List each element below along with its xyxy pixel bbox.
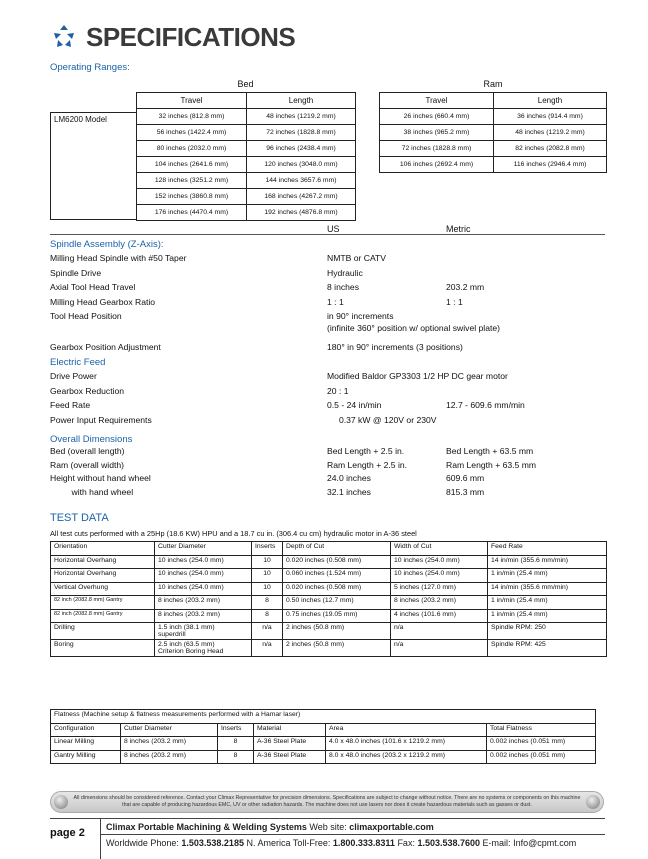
flatness-header-cell: Total Flatness [487,723,596,737]
spec-us-value: 20 : 1 [327,385,349,396]
spec-label: Height without hand wheel [50,473,151,483]
test-cell: 10 inches (254.0 mm) [391,555,488,569]
test-cell: 2 inches (50.8 mm) [283,623,391,640]
test-table-body [51,555,607,657]
ram-travel-cell: 38 inches (965.2 mm) [380,125,494,141]
flatness-header-cell: Cutter Diameter [121,723,218,737]
flatness-cell: 8 [218,750,254,764]
spec-metric-value: 815.3 mm [446,486,485,497]
ram-travel-cell: 26 inches (660.4 mm) [380,109,494,125]
bed-travel-cell: 104 inches (2641.6 mm) [137,157,247,173]
page-number: page 2 [50,827,85,839]
footer-company [106,822,434,832]
metric-column-header: Metric [446,224,471,234]
test-cell: 14 in/min (355.6 mm/min) [488,555,607,569]
web-label: Web site: [309,822,347,832]
worldwide-label: Worldwide Phone: [106,838,179,848]
bed-travel-cell: 32 inches (812.8 mm) [137,109,247,125]
test-header-cell: Inserts [252,542,283,556]
bed-travel-header: Travel [137,93,247,109]
test-cell: Boring [51,640,155,657]
flatness-table [50,709,596,764]
test-cell: Horizontal Overhang [51,555,155,569]
spec-metric-value: 203.2 mm [446,282,485,292]
test-row [51,609,607,623]
flatness-cell: 8 [218,737,254,751]
ram-row [380,157,607,173]
bed-length-cell: 192 inches (4876.8 mm) [247,205,356,221]
flatness-cell: 8.0 x 48.0 inches (203.2 x 1219.2 mm) [326,750,487,764]
test-cell: 1 in/min (25.4 mm) [488,596,607,610]
spec-label: Drive Power [50,371,97,381]
test-cell: 10 inches (254.0 mm) [391,569,488,583]
test-cell: Horizontal Overhang [51,569,155,583]
spec-label: Spindle Drive [50,267,102,278]
test-cell: n/a [252,623,283,640]
test-cell: 1 in/min (25.4 mm) [488,569,607,583]
bed-travel-cell: 128 inches (3251.2 mm) [137,173,247,189]
test-header-cell: Cutter Diameter [155,542,252,556]
overall-spec-row [50,473,605,486]
spec-label: Milling Head Gearbox Ratio [50,296,156,307]
disclaimer-notice [50,791,604,813]
flatness-cell: 0.002 inches (0.051 mm) [487,737,596,751]
test-cell: 0.060 inches (1.524 mm) [283,569,391,583]
spindle-spec-row [50,323,605,336]
test-cell: 5 inches (127.0 mm) [391,582,488,596]
test-row [51,596,607,610]
flatness-header-cell: Inserts [218,723,254,737]
bed-travel-cell: 176 inches (4470.4 mm) [137,205,247,221]
flatness-cell: Linear Milling [51,737,121,751]
bed-row [137,189,356,205]
spec-label: Bed (overall length) [50,446,125,456]
test-header-cell: Orientation [51,542,155,556]
bullet-icon [586,795,600,809]
spec-label: Milling Head Spindle with #50 Taper [50,253,187,263]
test-cell: 8 [252,609,283,623]
test-row [51,569,607,583]
spec-metric-value: 1 : 1 [446,296,463,307]
ram-travel-header: Travel [380,93,494,109]
bed-length-cell: 72 inches (1828.8 mm) [247,125,356,141]
test-cell: 2 inches (50.8 mm) [283,640,391,657]
test-cell: 1.5 inch (38.1 mm) superdrill [155,623,252,640]
overall-section-label: Overall Dimensions [50,434,133,445]
test-row [51,582,607,596]
fax-number: 1.503.538.7600 [417,838,481,848]
spec-us-value: 0.37 kW @ 120V or 230V [327,414,437,425]
ram-table [379,92,607,173]
test-cell: 8 inches (203.2 mm) [155,609,252,623]
ram-length-cell: 82 inches (2082.8 mm) [494,141,607,157]
spec-us-value: 8 inches [327,282,360,292]
flatness-cell: A-36 Steel Plate [254,750,326,764]
spec-us-value: Bed Length + 2.5 in. [327,446,405,456]
bed-table [136,92,356,221]
bed-row [137,205,356,221]
tollfree-label: N. America Toll-Free: [246,838,331,848]
spindle-spec-row [50,342,605,355]
ram-row [380,109,607,125]
bed-length-cell: 144 inches 3657.6 mm) [247,173,356,189]
bed-length-cell: 168 inches (4267.2 mm) [247,189,356,205]
page-header [50,22,295,52]
bed-row [137,109,356,125]
spec-label: Ram (overall width) [50,459,125,470]
spec-us-value: Ram Length + 2.5 in. [327,459,408,470]
bed-length-header: Length [247,93,356,109]
ram-travel-cell: 106 inches (2692.4 mm) [380,157,494,173]
spec-us-value: NMTB or CATV [327,253,387,263]
bed-row [137,141,356,157]
spec-us-value: 1 : 1 [327,296,344,307]
spec-us-value: (infinite 360° position w/ optional swivel plate) [327,322,501,333]
flatness-header-cell: Material [254,723,326,737]
test-cell: Spindle RPM: 250 [488,623,607,640]
spec-label: Axial Tool Head Travel [50,282,136,292]
electric-spec-row [50,371,605,384]
electric-section-label: Electric Feed [50,357,106,368]
bed-length-cell: 120 inches (3048.0 mm) [247,157,356,173]
worldwide-phone: 1.503.538.2185 [181,838,244,848]
footer-rule [50,818,605,819]
bed-title: Bed [237,79,254,89]
ram-row [380,141,607,157]
spindle-spec-row [50,297,605,310]
bed-travel-cell: 56 inches (1422.4 mm) [137,125,247,141]
test-cell: 10 inches (254.0 mm) [155,582,252,596]
test-header-cell: Feed Rate [488,542,607,556]
spec-label: Gearbox Position Adjustment [50,342,161,352]
bed-length-cell: 96 inches (2438.4 mm) [247,141,356,157]
tollfree-phone: 1.800.333.8311 [332,838,395,848]
ram-length-cell: 116 inches (2946.4 mm) [494,157,607,173]
spec-us-value: 32.1 inches [327,486,371,497]
disclaimer-text: All dimensions should be considered reference. Contact your Climax Representative for precision dimensions. Specifications are subject to change without notice. There are no systems or components on this machine that are capable of producing hazardous EMC, UV or other radiation hazards. The machine does not use lasers nor does it create hazardous materials such as gasses or dust. [73,795,581,808]
flatness-header-row [51,723,596,737]
ram-travel-cell: 72 inches (1828.8 mm) [380,141,494,157]
test-cell: 2.5 inch (63.5 mm) Criterion Boring Head [155,640,252,657]
flatness-row [51,737,596,751]
test-row [51,555,607,569]
test-cell: 1 in/min (25.4 mm) [488,609,607,623]
test-cell: n/a [391,623,488,640]
bed-travel-cell: 152 inches (3860.8 mm) [137,189,247,205]
test-cell: 10 [252,582,283,596]
spec-metric-value: Ram Length + 63.5 mm [446,459,537,470]
bed-row [137,157,356,173]
flatness-cell: A-36 Steel Plate [254,737,326,751]
bed-travel-cell: 80 inches (2032.0 mm) [137,141,247,157]
bullet-icon [54,795,68,809]
test-cell: 82 inch (2082.8 mm) Gantry [51,609,155,623]
footer-rule-inner [100,834,605,835]
test-cell: 8 inches (203.2 mm) [391,596,488,610]
us-column-header: US [327,224,340,234]
spec-us-value: 24.0 inches [327,473,371,483]
spec-us-value: 0.5 - 24 in/min [327,400,382,410]
footer-contacts [106,838,576,848]
model-label: LM6200 Model [50,112,136,220]
test-cell: n/a [391,640,488,657]
spec-us-value: Modified Baldor GP3303 1/2 HP DC gear motor [327,371,508,381]
flatness-cell: Gantry Milling [51,750,121,764]
test-row [51,640,607,657]
electric-spec-row [50,400,605,413]
spindle-spec-row [50,268,605,281]
test-header-row [51,542,607,556]
overall-spec-row [50,460,605,473]
spindle-spec-row [50,253,605,266]
bed-table-body [137,109,356,221]
test-cell: 10 [252,555,283,569]
electric-spec-row [50,415,605,428]
bed-length-cell: 48 inches (1219.2 mm) [247,109,356,125]
flatness-cell: 4.0 x 48.0 inches (101.6 x 1219.2 mm) [326,737,487,751]
spec-label: with hand wheel [50,486,134,497]
spindle-section-label: Spindle Assembly (Z-Axis): [50,239,164,250]
fax-label: Fax: [397,838,415,848]
ram-table-body [380,109,607,173]
test-cell: Spindle RPM: 425 [488,640,607,657]
test-cell: Vertical Overhung [51,582,155,596]
flatness-cell: 0.002 inches (0.051 mm) [487,750,596,764]
test-cell: 0.020 inches (0.508 mm) [283,582,391,596]
spec-metric-value: 12.7 - 609.6 mm/min [446,400,525,410]
page-title: SPECIFICATIONS [86,21,296,52]
test-cell: 0.020 inches (0.508 mm) [283,555,391,569]
test-cell: 10 inches (254.0 mm) [155,555,252,569]
test-cell: 82 inch (2082.8 mm) Gantry [51,596,155,610]
website-link[interactable]: climaxportable.com [349,822,434,832]
test-row [51,623,607,640]
flatness-header-cell: Area [326,723,487,737]
test-data-intro: All test cuts performed with a 25Hp (18.6 KW) HPU and a 18.7 cu in. (306.4 cu cm) hydraulic motor in A-36 steel [50,529,417,538]
spec-metric-value: 609.6 mm [446,473,485,483]
spec-us-value: Hydraulic [327,267,363,278]
test-cell: 10 [252,569,283,583]
test-cell: 0.75 inches (19.05 mm) [283,609,391,623]
test-cell: Drilling [51,623,155,640]
ram-length-cell: 36 inches (914.4 mm) [494,109,607,125]
test-header-cell: Width of Cut [391,542,488,556]
test-cell: 4 inches (101.6 mm) [391,609,488,623]
test-cell: 14 in/min (355.6 mm/min) [488,582,607,596]
flatness-cell: 8 inches (203.2 mm) [121,737,218,751]
company-name: Climax Portable Machining & Welding Systems [106,822,307,832]
test-cell: 8 [252,596,283,610]
test-data-table [50,541,607,657]
operating-ranges-label: Operating Ranges: [50,62,130,73]
bed-row [137,125,356,141]
spindle-spec-row [50,282,605,295]
climax-logo-icon [50,23,78,51]
ram-length-cell: 48 inches (1219.2 mm) [494,125,607,141]
ram-length-header: Length [494,93,607,109]
test-header-cell: Depth of Cut [283,542,391,556]
spec-label: Tool Head Position [50,311,122,321]
test-cell: 8 inches (203.2 mm) [155,596,252,610]
spec-label: Gearbox Reduction [50,385,125,396]
email-label: E-mail: [482,838,511,848]
spec-label: Feed Rate [50,400,91,410]
test-cell: n/a [252,640,283,657]
email-link[interactable]: Info@cpmt.com [513,838,577,848]
spec-metric-value: Bed Length + 63.5 mm [446,446,534,456]
ram-title: Ram [483,79,503,89]
flatness-header-cell: Configuration [51,723,121,737]
spec-label: Power Input Requirements [50,414,152,425]
footer-vertical-rule [100,818,101,859]
spec-us-value: in 90° increments [327,311,394,321]
flatness-table-body [51,737,596,764]
electric-spec-row [50,386,605,399]
column-divider [50,234,605,235]
flatness-cell: 8 inches (203.2 mm) [121,750,218,764]
flatness-title: Flatness (Machine setup & flatness measurements performed with a Hamar laser) [51,710,596,724]
test-cell: 10 inches (254.0 mm) [155,569,252,583]
overall-spec-row [50,446,605,459]
test-data-title: TEST DATA [50,512,109,524]
spec-us-value: 180° in 90° increments (3 positions) [327,342,463,352]
test-cell: 0.50 inches (12.7 mm) [283,596,391,610]
bed-row [137,173,356,189]
ram-row [380,125,607,141]
overall-spec-row [50,487,605,500]
flatness-row [51,750,596,764]
